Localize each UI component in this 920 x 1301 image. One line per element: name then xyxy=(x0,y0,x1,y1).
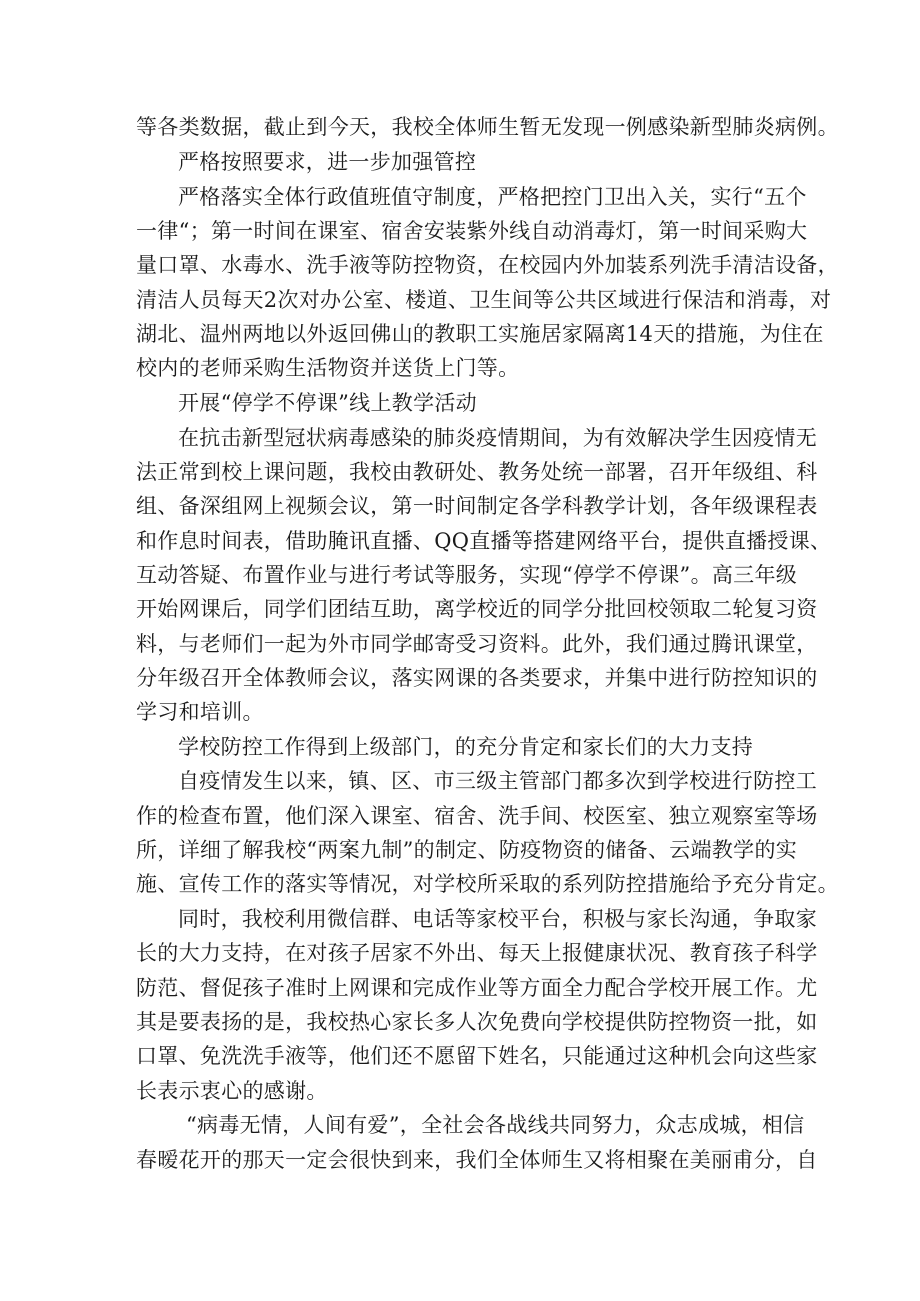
text-line: 作的检查布置，他们深入课室、宿舍、洗手间、校医室、独立观察室等场 xyxy=(136,804,818,828)
section-heading: 严格按照要求，进一步加强管控 xyxy=(178,150,477,174)
text-line: 严格落实全体行政值班值守制度，严格把控门卫出入关，实行“五个 xyxy=(178,185,807,209)
text-line: 口罩、免洗洗手液等，他们还不愿留下姓名，只能通过这种机会向这些家 xyxy=(136,1044,818,1068)
text-line: 量口罩、水毒水、洗手液等防控物资，在校园内外加装系列洗手清洁设备， xyxy=(136,253,839,277)
text-line: 长的大力支持，在对孩子居家不外出、每天上报健康状况、教育孩子科学 xyxy=(136,941,818,965)
text-line: 施、宣传工作的落实等情况，对学校所采取的系列防控措施给予充分肯定。 xyxy=(136,872,839,896)
text-line: 清洁人员每天2次对办公室、楼道、卫生间等公共区域进行保洁和消毒，对 xyxy=(136,288,832,312)
text-line: 自疫情发生以来，镇、区、市三级主管部门都多次到学校进行防控工 xyxy=(178,769,817,793)
text-line: 料，与老师们一起为外市同学邮寄受习资料。此外，我们通过腾讯课堂， xyxy=(136,632,818,656)
text-line: 等各类数据，截止到今天，我校全体师生暂无发现一例感染新型肺炎病例。 xyxy=(136,115,839,139)
text-line: 法正常到校上课问题，我校由教研处、教务处统一部署，召开年级组、科 xyxy=(136,460,818,484)
section-heading: 学校防控工作得到上级部门，的充分肯定和家长们的大力支持 xyxy=(178,735,754,759)
text-line: 春暧花开的那天一定会很快到来，我们全体师生又将相聚在美丽甫分，自 xyxy=(136,1148,818,1172)
text-line: 互动答疑、布置作业与进行考试等服务，实现“停学不停课”。高三年级 xyxy=(136,563,798,587)
text-line: “病毒无情，人间有爱”，全社会各战线共同努力，众志成城，相信 xyxy=(186,1113,805,1137)
text-line: 组、备深组网上视频会议，第一时间制定各学科教学计划，各年级课程表 xyxy=(136,494,818,518)
text-line: 湖北、温州两地以外返回佛山的教职工实施居家隔离14天的措施，为住在 xyxy=(136,322,824,346)
text-line: 所，详细了解我校“两案九制”的制定、防疫物资的储备、云端教学的实 xyxy=(136,838,798,862)
text-line: 同时，我校利用微信群、电话等家校平台，积极与家长沟通，争取家 xyxy=(178,907,817,931)
text-line: 开始网课后，同学们团结互助，离学校近的同学分批回校领取二轮复习资 xyxy=(136,597,818,621)
text-line: 长表示衷心的感谢。 xyxy=(136,1079,328,1103)
text-line: 其是要表扬的是，我校热心家长多人次免费向学校提供防控物资一批，如 xyxy=(136,1010,818,1034)
text-line: 防范、督促孩子准时上网课和完成作业等方面全力配合学校开展工作。尤 xyxy=(136,976,818,1000)
text-line: 和作息时间表，借助腌讯直播、QQ直播等搭建网络平台，提供直播授课、 xyxy=(136,529,832,553)
text-line: 分年级召开全体教师会议，落实网课的各类要求，并集中进行防控知识的 xyxy=(136,666,818,690)
text-line: 学习和培训。 xyxy=(136,700,264,724)
text-line: 在抗击新型冠状病毒感染的肺炎疫情期间，为有效解决学生因疫情无 xyxy=(178,426,817,450)
text-line: 一律“；第一时间在课室、宿舍安装紫外线自动消毒灯，第一时间采购大 xyxy=(136,219,808,243)
text-line: 校内的老师采购生活物资并送货上门等。 xyxy=(136,356,520,380)
section-heading: 开展“停学不停课”线上教学活动 xyxy=(178,391,477,415)
